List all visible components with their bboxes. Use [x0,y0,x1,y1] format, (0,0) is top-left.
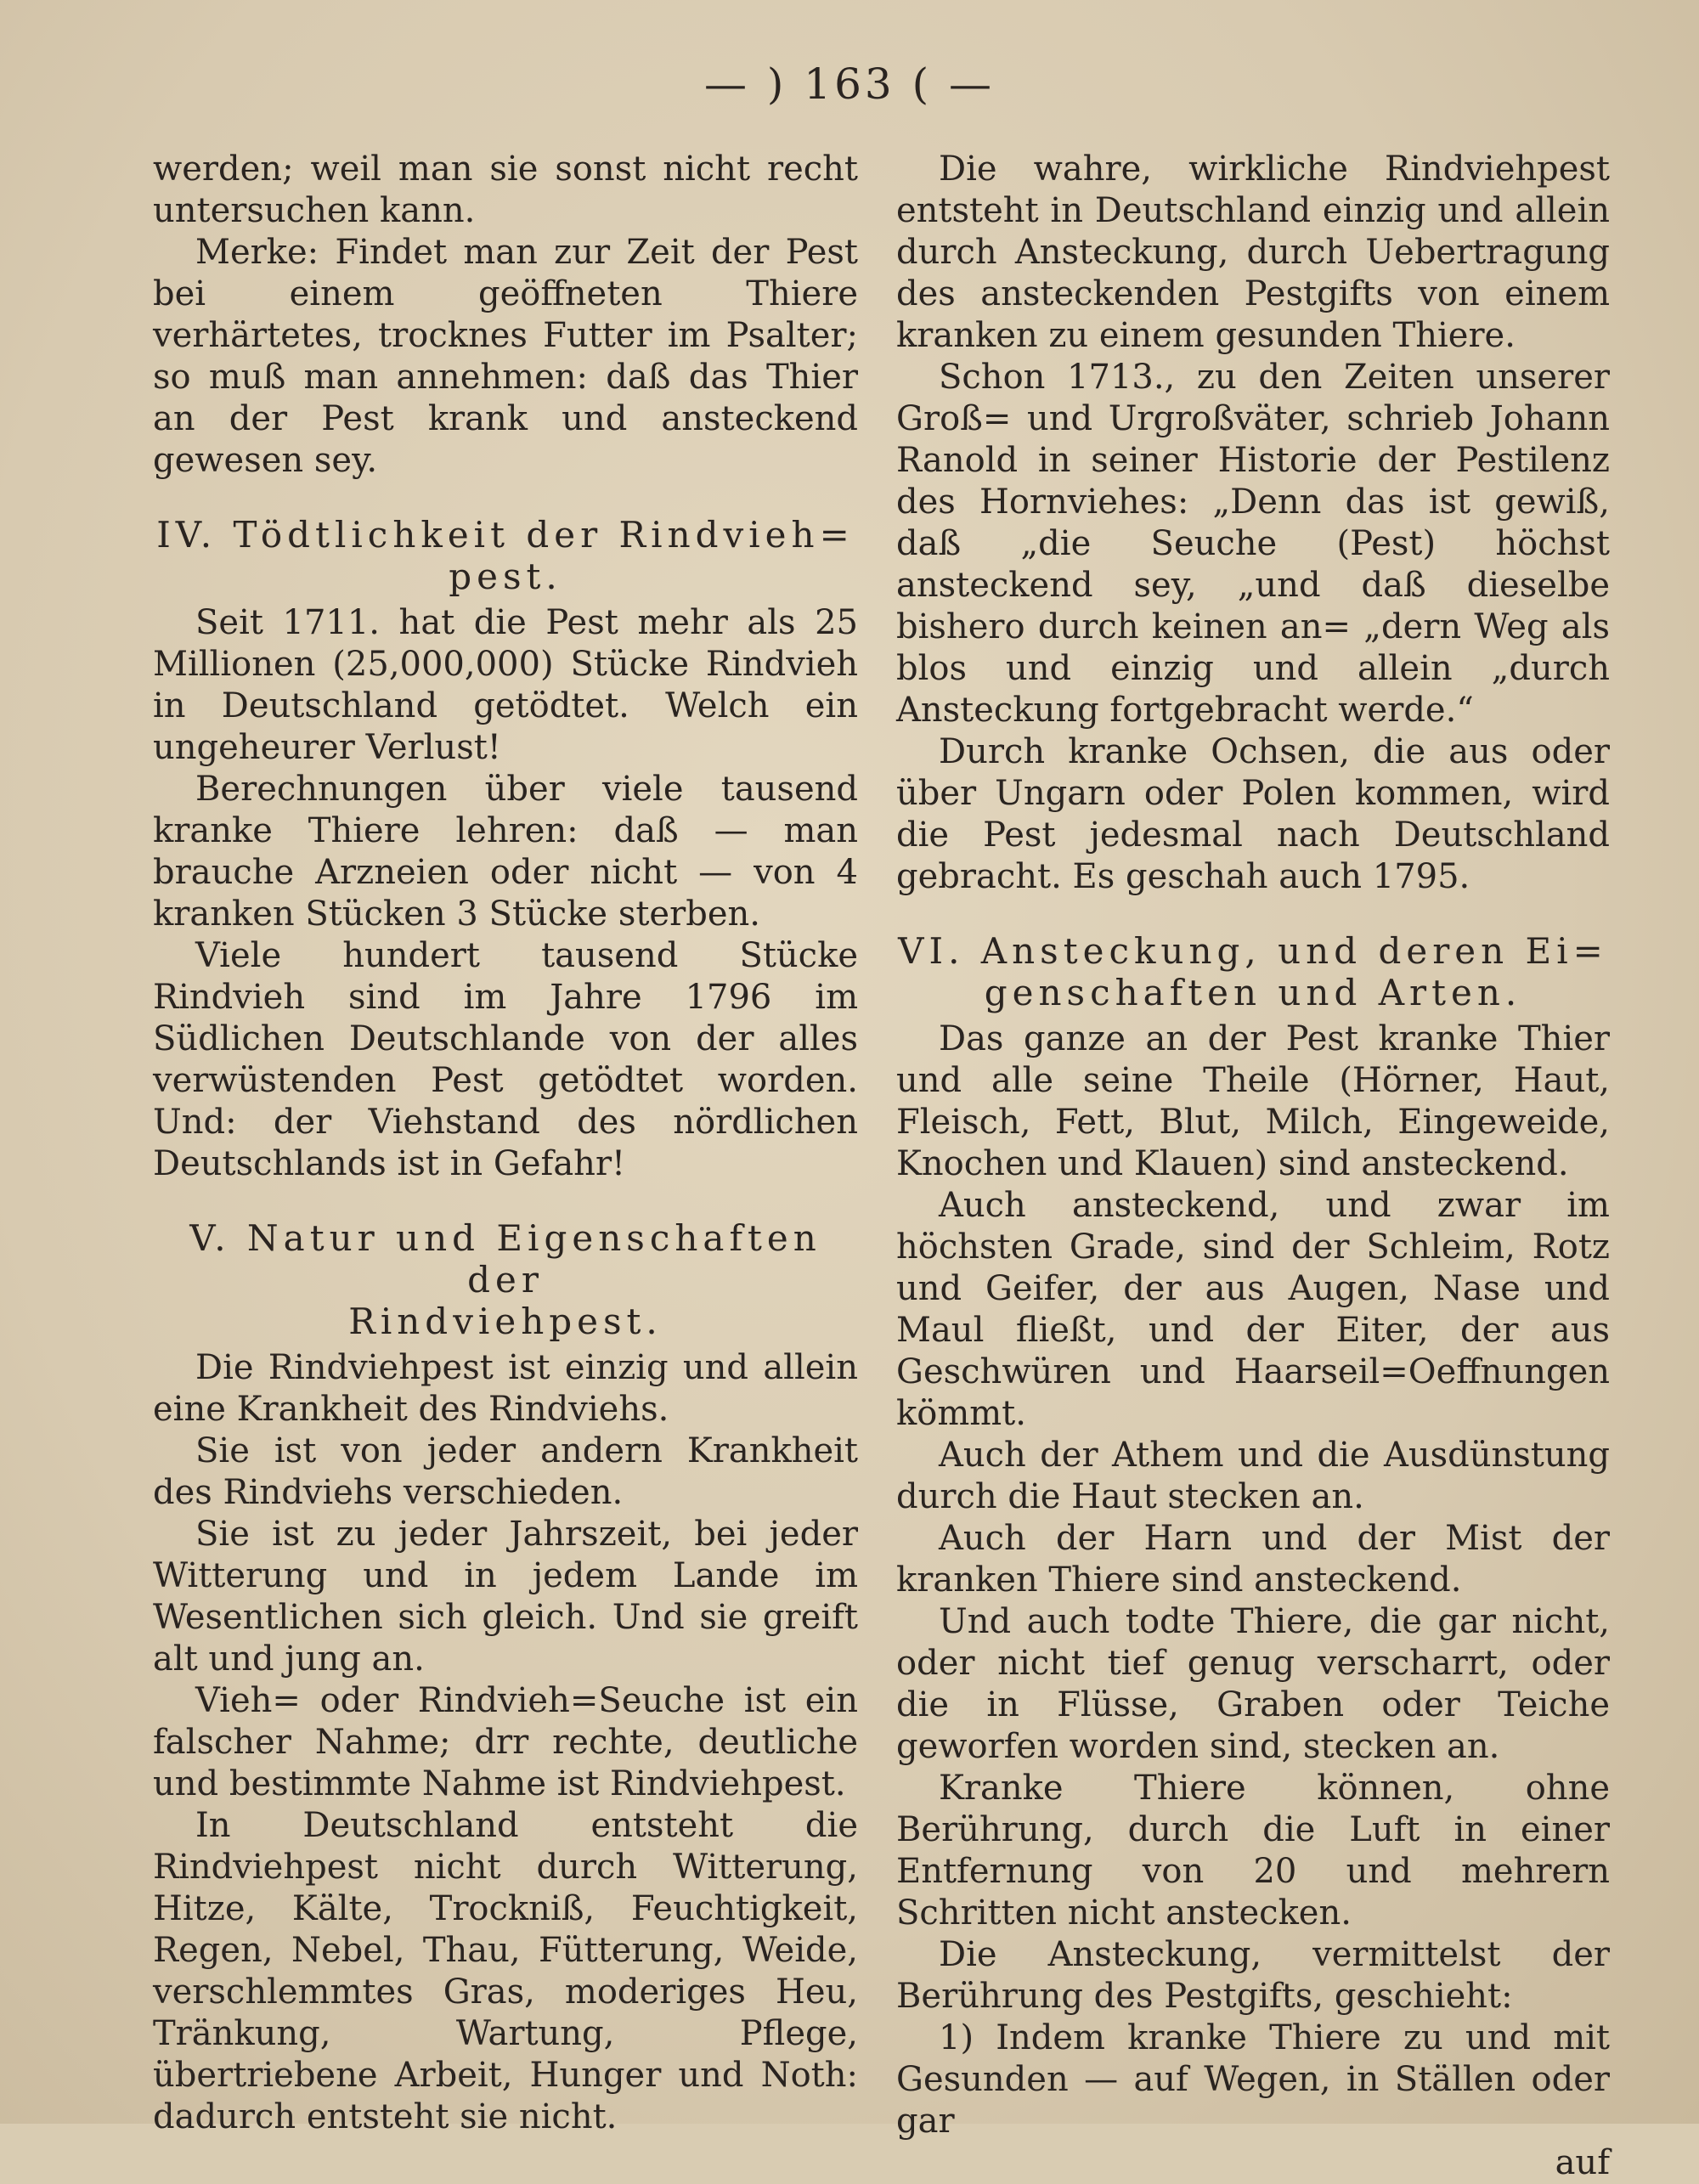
left-column [153,149,858,2138]
heading-line: pest. [449,556,562,597]
paragraph: Auch der Athem und die Ausdünstung durch die Haut stecken an. [896,1436,1610,1516]
list-item: 1) Indem kranke Thiere zu und mit Gesunden — auf Wegen, in Ställen oder gar [896,2018,1610,2141]
heading-line: V. Natur und Eigenschaften der [189,1217,821,1301]
section-heading-v [153,1217,858,1342]
paragraph: In Deutschland entsteht die Rindviehpest nicht durch Witterung, Hitze, Kälte, Trockniß, Feuchtigkeit, Regen, Nebel, Thau, Fütterung, Weide, verschlemmtes Gras, moderiges Heu, Tränkung, Wartung, Pflege, übertriebene Arbeit, Hunger und Noth: dadurch entsteht sie nicht. [153,1806,858,2136]
paragraph: Die Ansteckung, vermittelst der Berührung des Pestgifts, geschieht: [896,1935,1610,2016]
paragraph: Seit 1711. hat die Pest mehr als 25 Millionen (25,000,000) Stücke Rindvieh in Deutschland getödtet. Welch ein ungeheurer Verlust! [153,603,858,767]
paragraph: Berechnungen über viele tausend kranke Thiere lehren: daß — man brauche Arzneien oder nicht — von 4 kranken Stücken 3 Stücke sterben. [153,770,858,934]
page-number: — ) 163 ( — [703,59,996,109]
paragraph: Viele hundert tausend Stücke Rindvieh sind im Jahre 1796 im Südlichen Deutschlande von der alles verwüstenden Pest getödtet worden. Und: der Viehstand des nördlichen Deutschlands ist in Gefahr! [153,936,858,1183]
paragraph: Sie ist von jeder andern Krankheit des Rindviehs verschieden. [153,1431,858,1512]
paragraph: Merke: Findet man zur Zeit der Pest bei einem geöffneten Thiere verhärtetes, trocknes Futter im Psalter; so muß man annehmen: daß das Thier an der Pest krank und ansteckend gewesen sey. [153,233,858,480]
section-heading-iv [153,514,858,597]
heading-line: IV. Tödtlichkeit der Rindvieh= [156,514,855,556]
paragraph: Auch der Harn und der Mist der kranken Thiere sind ansteckend. [896,1519,1610,1600]
paragraph: Schon 1713., zu den Zeiten unserer Groß= und Urgroßväter, schrieb Johann Ranold in seiner Historie der Pestilenz des Hornviehes: „Denn das ist gewiß, daß „die Seuche (Pest) höchst ansteckend sey, „und daß dieselbe bishero durch keinen an= „dern Weg als blos und einzig und allein „durch Ansteckung fortgebracht werde.“ [896,358,1610,730]
paragraph: Das ganze an der Pest kranke Thier und alle seine Theile (Hörner, Haut, Fleisch, Fett, Blut, Milch, Eingeweide, Knochen und Klauen) sind ansteckend. [896,1019,1610,1183]
paragraph: Sie ist zu jeder Jahrszeit, bei jeder Witterung und in jedem Lande im Wesentlichen sich gleich. Und sie greift alt und jung an. [153,1515,858,1679]
paragraph: Vieh= oder Rindvieh=Seuche ist ein falscher Nahme; drr rechte, deutliche und bestimmte Nahme ist Rindviehpest. [153,1681,858,1803]
paragraph: Und auch todte Thiere, die gar nicht, oder nicht tief genug verscharrt, oder die in Flüsse, Graben oder Teiche geworfen worden sind, stecken an. [896,1602,1610,1766]
section-heading-vi [896,930,1610,1013]
paragraph: werden; weil man sie sonst nicht recht untersuchen kann. [153,150,858,230]
heading-line: VI. Ansteckung, und deren Ei= [898,930,1608,972]
paragraph: Die wahre, wirkliche Rindviehpest entsteht in Deutschland einzig und allein durch Ansteckung, durch Uebertragung des ansteckenden Pestgifts von einem kranken zu einem gesunden Thiere. [896,150,1610,355]
heading-line: genschaften und Arten. [984,972,1522,1013]
heading-line: Rindviehpest. [348,1301,663,1342]
right-column [896,149,1610,2184]
paragraph: Die Rindviehpest ist einzig und allein eine Krankheit des Rindviehs. [153,1348,858,1429]
catchword: auf [1555,2143,1610,2182]
paragraph: Durch kranke Ochsen, die aus oder über Ungarn oder Polen kommen, wird die Pest jedesmal nach Deutschland gebracht. Es geschah auch 1795. [896,732,1610,896]
paragraph: Kranke Thiere können, ohne Berührung, durch die Luft in einer Entfernung von 20 und mehrern Schritten nicht anstecken. [896,1769,1610,1933]
paragraph: Auch ansteckend, und zwar im höchsten Grade, sind der Schleim, Rotz und Geifer, der aus Augen, Nase und Maul fließt, und der Eiter, der aus Geschwüren und Haarseil=Oeffnungen kömmt. [896,1186,1610,1433]
